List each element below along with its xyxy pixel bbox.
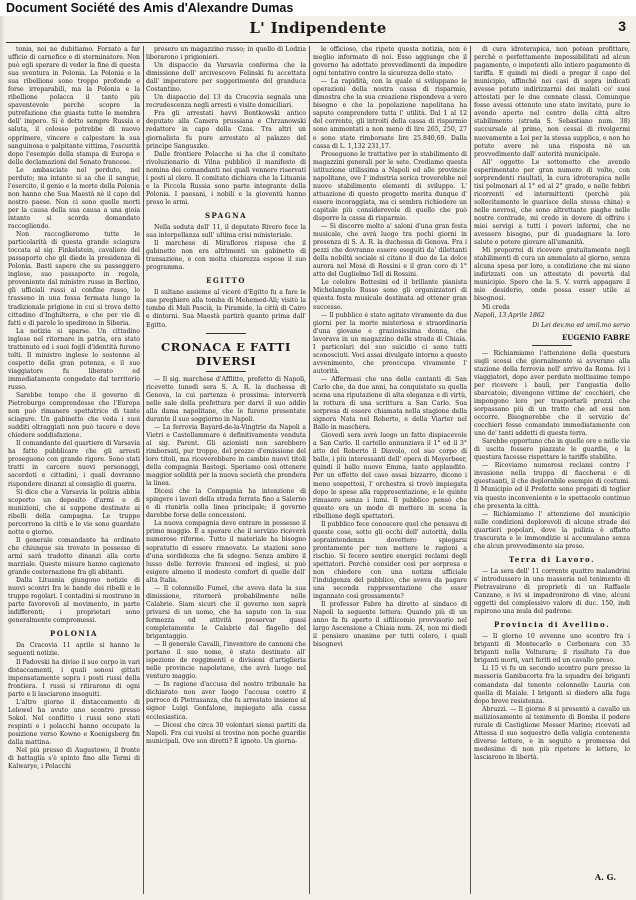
column-rule (470, 46, 471, 894)
article-paragraph: le officioso, che ripete questa notizia, non è meglio informato di noi. Esso aggiunge che il governo ha adottato provvedimenti da impedire ogni tentativo contro la sicurezza dello stato. (313, 46, 467, 78)
author-initials: A. G. (594, 872, 616, 882)
article-paragraph: Il sultano assieme al viceré d'Egitto fu a fare le sue preghiere alla tomba di Mehemed-Ali; visitò la tomba di Mali Pascià, la Piramide, la città di Cairo e dintorni. Sua Maestà partirà quanto prima dall' Egitto. (146, 289, 306, 329)
masthead (0, 18, 636, 42)
article-paragraph: Mi proporrei di ricevere gratuitamente negli stabilimenti di cura un ammalato al giorno, senza alcuna spesa per loro, a condizione che mi siano indirizzati con un attestato di povertà dal municipio. Spero che la S. V. vorrà appagare il mio desiderio, onde possa esser utile ai bisognosi. (474, 247, 630, 303)
article-paragraph: Proseguono le trattative per lo stabilimento di magazzini generali per le sete. Crediamo questa istituzione utilissima a Napoli ed alle provincie napolitane, ove l' industria serica troverebbe nel nuovo stabilimento elementi di sviluppo. L' attuazione di questo progetto merita dunque d' essere incoraggiata, ma ci sembra richiedere un capitale più considerevole di quello che può disporre la cassa di risparmio. (313, 150, 467, 222)
article-paragraph: — La sera dell' 11 corrente quattro malandrini s' introdussero in una masseria nel tenimento di Pietravairano di proprietà di un Raffaele Canzano, e ivi si impadronirono di vino, alcuni oggetti del complessivo valore di duc. 150, indi rapirono una mula del padrone. (474, 567, 630, 616)
article-paragraph: Si dice che a Varsavia la polizia abbia scoperto un deposito d'armi e di munizioni, che si suppone destinate ai ribelli della campagna. Le truppe percorrono la città e le vie sono guardate notte e giorno. (8, 488, 140, 536)
article-paragraph: Nel più presso di Augustowo, il fronte di battaglia s'è spinto fino alle Termi di Kalwarye, i Polacchi (8, 747, 140, 771)
article-paragraph: Abruzzi. — Il giorno 8 si presentò a cavallo un maliziosamente al tenimento di Bomba il podere rurale di Castiglione Messer Marino; ricevuti ad Attessa il suo sequestro della valigia contenente diverse lettere, e in seguito a promessa del medesimo di non più ripetere le lettere, lo lasciarono in libertà. (474, 705, 630, 761)
article-paragraph: Da Cracovia 11 aprile si hanno le seguenti notizie. (8, 642, 140, 658)
article-paragraph: Sarebbe opportuno che in quelle ore e nelle vie di uscita fossero piazzate le guardie, e la questura facesse rispettare le tariffe stabilite. (474, 438, 630, 462)
article-paragraph: Il generale comandante ha ordinato che chiunque sia trovato in possesso di armi sarà tradotto dinanzi alla corte marziale. Queste misure hanno cagionato grande costernazione fra gli abitanti. (8, 536, 140, 577)
article-paragraph: — Ricoviamo numerosi reclami contro l' invasione nella truppa di fiaccherai e di questuanti, il che deplorabile esempio di costumi. Il Municipio ed il Prefetto sono pregati di toglier via questo inconveniente e lo spettacolo continuo che presenta la città. (474, 462, 630, 510)
article-paragraph: — Il generale Cavalli, l'inventore de cannoni che portano il suo nome, è stato destinato all' ispezione de reggimenti e divisioni d'artiglieria nelle provincie napoletane, che avrà luogo nel venturo maggio. (146, 641, 306, 681)
newspaper-title: L' Indipendente (249, 19, 387, 37)
section-heading-spagna: SPAGNA (204, 210, 248, 220)
article-paragraph: — In ragione d'accusa del nostro tribunale ha dichiarato non aver luogo l'accusa contro il parroco di Pietrasanza, che fu arrestato insieme al signor Luigi Gonfalone, impiegato alla cassa ecclesiastica. (146, 681, 306, 721)
article-paragraph: Il Padovski ha diviso il suo corpo in vari distaccamenti, i quali sonosi gittati impensatamente sopra i posti russi della frontiera. I russi si ritirarono di ogni parte e li lasciarono inseguiti. (8, 658, 140, 698)
page-number: 3 (618, 18, 626, 34)
article-paragraph: La notizia si sparse. Un cittadino inglese nel ritornare in patria, era stato trattenuto ed i suoi fogli d'identità furono tolti. Il ministro inglese lo sostenne al cospetto della gran potenza, e il suo viaggiatore fu liberato ed immediatamente congedato dal territorio russo. (8, 327, 140, 391)
letter-closing: Di Lei dev.mo ed umil.mo servo (532, 321, 630, 329)
section-heading-avellino: Provincia di Avellino. (493, 620, 611, 630)
article-paragraph: Dalle frontiere Polacche si ha che il comitato rivoluzionario di Vilna pubblicò il manifesto di nomina dei comandanti nei quali vennero riservati i posti al clero. Il comitato dichiara che la Lituania e la Piccola Russia sono parte integrante della Polonia. I paesani, i nobili e la gioventù hanno preso le armi. (146, 150, 306, 206)
article-paragraph: La nuova compagnia deve entrare in possesso il primo maggio. È a sperare che il servizio riceverà numerose riforme. Tutto il materiale ha bisogno sopratutto di essere rinnovato. Le stazioni sono d'una sordidezza che fa sdegno. Senza ambire il lusso delle ferrovie francesi ed inglesi, si può esigere almeno il modesto comfort di quelle dell' alta Italia. (146, 520, 306, 584)
article-paragraph: — Il giorno 10 avvenne uno scontro fra i briganti di Montecarlo e Cerbonara con 35 briganti nella Volturara; il risultato l'a due briganti morti, vari feriti ed un cavallo preso. (474, 633, 630, 665)
section-divider (206, 371, 246, 372)
article-paragraph: Le celebre Bottesini ed il brillante pianista Michelangelo Russo sono gli organizzatori di questa festa musicale destinata ad ottener gran successo. (313, 279, 467, 311)
section-heading-terra-di-lavoro: Terra di Lavoro. (508, 554, 596, 564)
column-2 (146, 46, 306, 894)
article-paragraph: Il pubblico fece conoscere quel che pensava di queste cose, sotto gli occhi dell' autorità, della sopraintendenza dovettero spiegarsi prontamente per non mettere le ragioni a rischio. Si fecero sentire energici reclami degli spettatori. Perchè consider così per sorpresa e non chiedere con una notizia ufficiale l'indulgenza del pubblico, che aveva da pagare una seconda rappresentazione che esser ingannato così grossamente? (313, 520, 467, 601)
article-paragraph: tonia, noi ne dubitiamo. Forzato a far ufficio di carnefice e di sterminatore. Non può egli sperare di veder la fine di questa sua sventura in Polonia. La Polonia e la sua ribellione sono troppo profonde e forse irreparabili, ma la Polonia e la ribellione polacca il tanto più spaventevole perchè scopre la putrefazione che guasta tutte le membra dell' impero. Si è detto sempre Russia e saluta, il colosso potrebbe di nuovo opprimere, vincere e calpestare la sua sanguinosa e palpitante vittima, l'oscurità dopo l'esempio della stampa di Europa e delle declamazioni del Senato francese. (8, 46, 140, 166)
article-paragraph: Il marchese di Miraflores rispose che il gabinetto non era altrimenti un gabinetto di transazione, e con molta chiarezza espose il suo programma. (146, 240, 306, 272)
article-paragraph: — Si discorre molto a' saloni d'una gran festa musicale, che avrà luogo tra pochi giorni in presenza di S. A. R. la duchessa di Genova. Fra i pezzi che dovranno essere eseguiti da' dilettanti della nobiltà sociale si citano il duo de La dolce aurora nel Mosè di Rossini e il gran coro di 1° atto del Guglielmo Tell di Rossini. (313, 223, 467, 279)
article-paragraph: — Richiamiamo l'attenzione della questura sugli scossi che giornalmente si avverano alla stazione della ferrovia nell' arrivo da Roma. Ivi i viaggiatori, dopo aver perduto moltissimo tempo per ricevere i bauli, per l'angustia dello sbarcatoio, divengono vittime de' cocchieri, che impongono loro per trasportarli prezzi che sorpassano più di un tratto che ad essi non occorre. Bisognerebbe che il servizio de' cocchieri fosse comandato immediatamente con uno de' tanti addetti di questa terra. (474, 349, 630, 438)
article-paragraph: Il professor Fabre ha diretto al sindaco di Napoli la seguente lettera: Quando più di un anno fa fu aperto il sifilicomio provvisorio nel largo Ascensione a Chiaia num. 24, non mi diedi il pensiero unanime per tutti coloro, i quali bisognevi (313, 601, 467, 649)
article-paragraph: Dalla Lituania giungono notizie di nuovi scontri fra le bande dei ribelli e le truppe regolari. I contadini si mostrano in parte favorevoli al movimento, in parte indifferenti; i proprietari sono generalmente compromessi. (8, 577, 140, 625)
article-paragraph: Un dispaccio del 13 da Cracovia segnala una recrudescenza negli arresti e visite domiciliari. (146, 94, 306, 110)
masthead-rule (6, 42, 630, 43)
article-paragraph: Dicesi che la Compagnia ha intenzione di spingere i lavori della strada ferrata fino a Salerno e di riunirla colla linea principale; il governo darebbe forse delle concessioni. (146, 488, 306, 520)
article-paragraph: Li 15 vi fu un secondo scontro pure presso la masseria Gambacorta fra la squadra dei briganti comandata dal tenente colonnello Lauria con quella di Maiale. I briganti si diedero alla fuga dopo breve resistenza. (474, 665, 630, 705)
document-watermark: Document Société des Amis d'Alexandre Dumas (0, 0, 636, 16)
article-paragraph: All' oggetto Le sottometto che avendo esperimentato per gran numero di volte, con sorprendenti risultati, la cura idroterapica nelle tisi polmonari al 1° ed al 2° grado, e nelle febbri ricorrenti ed intermittenti (perchè più sollecitamente le guarisce della stessa china) e nelle nevrosi, che sono altrettante piaghe nelle nostre contrade, mi credo in dovere di offrire i miei servigi a tutti i poveri infermi, che ne avessero bisogno, pur di guadagnare la loro salute e potere giovare all'umanità. (474, 158, 630, 247)
article-paragraph: Fra gli arrestati havvi Bentkowski antico deputato alla Camera prussiana e Chrzanowski redattore in capo della Czas. Tra altri un giornalista fu pure arrestato al palazzo del principe Sanguszko. (146, 110, 306, 150)
article-paragraph: — Il colonnello Fumel, che aveva data la sua dimissione, ritornerà probabilmente nelle Calabrie. Siam sicuri che il governo non saprà privarsi di un uomo, che ha saputo con la sua fermezza ed attività preservar quasi completamente le Calabrie dal flagello del brigantaggio. (146, 584, 306, 641)
article-paragraph: Nella seduta dell' 11, il deputato Rivero fece la sua interpellanza sull' ultima crisi ministeriale. (146, 223, 306, 240)
letter-signature: EUGENIO FABRE (561, 332, 630, 342)
article-paragraph: — Il sig. marchese d'Afflitto, prefetto di Napoli, ricevette lunedì sera S. A. R. la duchessa di Genova, la cui partenza è prossima: interverrà nelle sale della prefettura per darvi il suo addio alla dama napolitane, che le furono presentate durante il suo soggiorno in Napoli. (146, 375, 306, 423)
article-paragraph: — Il pubblico è stato agitato vivamente da due giorni per la morte misteriosa e straordinaria d'una giovane e graziosissima donna, che lavorava in un magazzino della strada di Chiaia. I particolari del suo suicidio ci sono tutti sconosciuti. Voci assai divulgate intorno a questo avvenimento, che preoccupa vivamente l' autorità. (313, 311, 467, 375)
article-paragraph: Sarebbe tempo che il governo di Pietroburgo comprendesse che l'Europa non può rimanere spettatrice di tante sciagure. Un gabinetto che veda i suoi sudditi oltraggiati non può tacere e deve chiedere soddisfazione. (8, 392, 140, 440)
column-1 (8, 46, 140, 894)
article-paragraph: Le ambasciate nel perduto, nel perduto; ma intanto si sa che il sangue, l'esercito, il genio e la morte della Polonia non hanno che Sua Maestà nè il capo del nostro paese. Non ci sono quelle morti per la causa della sua causa a una gioia intanto si scorda domandato raccogliendo. (8, 166, 140, 231)
column-rule (309, 46, 310, 894)
article-paragraph: Non raccoglieremo tutte le particolarità di questa grande sciagura toccata al sig. Finkelstein, cavaliere del passaporto che gli diede la presidenza di Polonia. Basti sapere che su passeggero inglese, suo passaporto in regola, proveniente dal ministro russo in Berlino, gli ufficiali russi al confine russo, lo trasseno in una fossa fermata lungo la tradizionale prigione in cui si trova detto cittadino d'Inghilterra, e che per vie di fatti e di parole lo spedirono in Siberia. (8, 231, 140, 327)
letter-place-date: Napoli, 13 Aprile 1862 (474, 311, 545, 319)
article-paragraph: — Dicesi che circa 30 volontari siensi partiti da Napoli. Fra cui vuolsi si trovino non poche guardie municipali. Ove son diretti? È ignoto. Un giorna- (146, 721, 306, 745)
article-paragraph: di cura idroterapica, non potean profittare, perchè o perfettamente impossibilitati ad alcun pagamento, o impotenti allo intiero pagamento di tariffa. E quindi mi diedi a pregar il capo del municipio, affinchè nei casi di sopra indicati avesse potuto indirizzarmi dei malati co' suoi attestati per le due cennate classi. Comunque fosse avessi ottenuto uno stato invitato, pure io avendo aperto nel centro della città altro stabilimento (strada S. Sebastiano num. 38) succursale al primo, non cessai di rivolgermi nuovamente a Lei per la stessa supplica, e non ho potuto avere nè una risposta nè un provvedimento dall' autorità municipale. (474, 46, 630, 158)
article-paragraph: Mi creda (482, 303, 510, 311)
article-paragraph: — Affermasi che una delle cantanti di San Carlo che, da due anni, ha conquistato su quella scena una riputazione di alta eleganza e di virtù, la rottura di una scrittura a San Carlo. Sua sorpresa di essere chiamata nella stagione della signora Nata nel Roberto, e della Viarter nel Ballo in maschera. (313, 375, 467, 432)
section-heading-polonia: POLONIA (50, 629, 98, 639)
article-paragraph: Il comandante del quartiere di Varsavia ha fatto pubblicare che gli arresti proseguono con grande rigore. Sono stati tratti in carcere nuovi personaggi, sacerdoti e cittadini, i quali dovranno rispondere dinanzi al consiglio di guerra. (8, 440, 140, 488)
column-4 (474, 46, 630, 894)
article-paragraph: presero un magazzino russo; in quello di Lodzia liberarono i prigionieri. (146, 46, 306, 62)
article-paragraph: — Richiamiamo l' attenzione del municipio sulle condizioni deplorevoli di alcune strade dei quartieri popolari, dove la pulizia è affatto trascurata e le immondizie si accumulano senza che alcun provvedimento sia preso. (474, 510, 630, 550)
article-paragraph: L'altro giorno il distaccamento di Lelewel ha avuto uno scontro presso Sokol. Nel conflitto i russi sono stati respinti e i polacchi hanno occupato la posizione verso Kowno e Koenigsberg fin dalla mattina. (8, 698, 140, 746)
page-edge-shadow (0, 0, 5, 900)
column-rule (143, 46, 144, 894)
section-divider (206, 333, 246, 334)
article-paragraph: — La ferrovia Bayard-de-la-Vingtrie da Napoli a Vietri e Castellammare è definitivamente venduta al sig. Parent. Gli azionisti non sarebbero rimborsati, pur troppo, del prezzo d'emissione del loro titoli, ma riceverebbero in cambio nuovi titoli della compagnia Bastogi. Speriamo così ottenere maggior solidità per la nuova società che prendera la linea. (146, 423, 306, 488)
article-paragraph: Giovedì sera avrà luogo un fatto dispiacevole a San Carlo. Il cartello annunziava il 1° ed il 3° atto del Roberto il Diavolo, col suo corpo di ballo, i più interessanti dell' opera di Meyerbeer, quindi il ballo nuovo Emma, tanto applaudito. Per un effetto del caso assai bizzarro, dicono i meno sospettosi, l' orchestra si trovò impiegata dopo le spese alla rappresentazione, e le quinte rimasero senza i lumi. Il pubblico pensò che questo era un modo di mettere in scena la ribellione degli spettatori. (313, 432, 467, 520)
section-heading-egitto: EGITTO (206, 276, 246, 286)
section-heading-cronaca: CRONACA E FATTI DIVERSI (161, 339, 291, 368)
article-paragraph: — La rapidità, con la quale si sviluppano le operazioni della nostra cassa di risparmio, dimostra che la sua creazione rispondeva a vero bisogno e che la popolazione napolitana ha saputo comprendere tutta l' utilità. Dal 1 al 12 del corrente, gli introiti della cassa di risparmio sono ammontati a non meno di lire 265, 250, 27 e sono state rimborsate lire 25.840,69. Dalla cassa di L. 1,132 231,17. (313, 78, 467, 150)
column-3 (313, 46, 467, 894)
article-paragraph: Un dispaccio da Varsavia conferma che la dimissione dell' arcivescovo Felinski fu accettata dall' imperatore per suggerimento del granduca Costantino. (146, 62, 306, 94)
section-divider (532, 345, 572, 346)
